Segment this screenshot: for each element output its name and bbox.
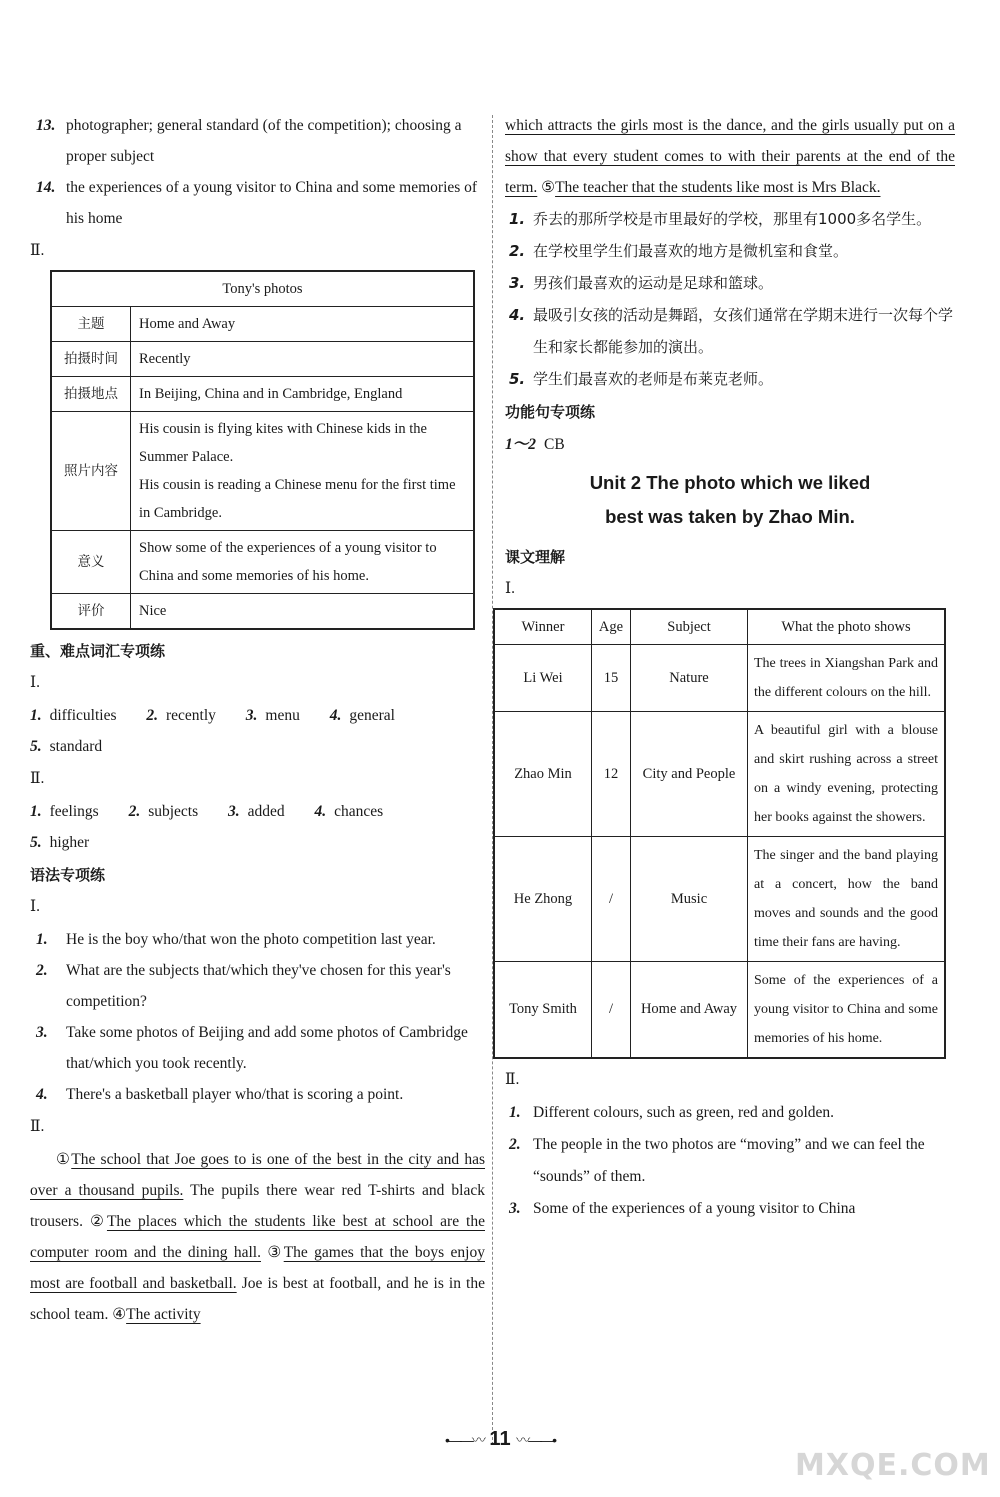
answer-word: difficulties: [49, 707, 117, 724]
underlined-sentence: The games that the boys enjoy most are football and basketball.: [30, 1244, 485, 1292]
table-row: [51, 342, 474, 377]
grammar-heading: 语法专项练: [30, 866, 106, 884]
section-label: Ⅱ.: [30, 770, 45, 787]
answer-word: general: [349, 707, 395, 724]
underlined-sentence: The school that Joe goes to is one of the best in the city and has over a thousand pupils.: [30, 1151, 486, 1199]
winner-cell: Tony Smith: [494, 962, 592, 1059]
winner-cell: Zhao Min: [494, 712, 592, 837]
answer-word: menu: [265, 707, 300, 724]
page-number: 11: [489, 1428, 511, 1450]
answer-number: 3.: [228, 803, 240, 820]
section-label: Ⅱ.: [505, 1071, 520, 1088]
underlined-sentence: The places which the students like best at school are the computer room and the dining hall.: [30, 1213, 485, 1261]
answer-text: Some of the experiences of a young visitor to China: [533, 1200, 856, 1217]
answer-number: 1.: [509, 1104, 521, 1121]
translation: [505, 363, 955, 395]
underlined-sentence: which attracts the girls most is the dance, and the girls usually put on a show that every student comes to with their parents at the end of the term.: [505, 117, 955, 196]
answer-number: 2.: [146, 707, 158, 724]
translation-text: 男孩们最喜欢的运动是足球和篮球。: [533, 274, 774, 292]
shows-cell: A beautiful girl with a blouse and skirt rushing across a street on a windy evening, protecting her books against the showers.: [748, 712, 946, 837]
watermark: MXQE.COM: [795, 1448, 991, 1483]
vocab-row: [30, 700, 485, 731]
answer-number: 5.: [30, 738, 42, 755]
tony-photos-table: [50, 270, 475, 630]
translation: [505, 267, 955, 299]
page-footer: [410, 1428, 590, 1451]
section-label: Ⅰ.: [505, 580, 515, 597]
age-cell: 15: [592, 645, 631, 712]
row-value-line: His cousin is reading a Chinese menu for the first time in Cambridge.: [139, 477, 456, 521]
underlined-sentence: The teacher that the students like most is Mrs Black.: [555, 179, 881, 196]
table-row: [51, 377, 474, 412]
left-column: [30, 110, 485, 1330]
row-value: Show some of the experiences of a young visitor to China and some memories of his home.: [131, 531, 475, 594]
function-answer: [505, 429, 955, 460]
translation-text: 最吸引女孩的活动是舞蹈，女孩们通常在学期末进行一次每个学生和家长都能参加的演出。: [533, 306, 954, 356]
footer-ornament-right: 〰——•: [516, 1432, 556, 1448]
answer-number: 4.: [329, 707, 342, 724]
answer-13: [30, 110, 485, 172]
table-row: [51, 307, 474, 342]
answer-text: There's a basketball player who/that is scoring a point.: [66, 1086, 404, 1103]
passage-text: Joe is best at football, and he is in the school team.: [30, 1275, 485, 1323]
table-header-row: [494, 609, 945, 645]
column-header: Age: [592, 609, 631, 645]
subject-cell: City and People: [631, 712, 748, 837]
footer-ornament-left: •——〰: [444, 1432, 484, 1448]
sentence-marker: ④: [112, 1306, 127, 1323]
answer-text: He is the boy who/that won the photo competition last year.: [66, 931, 436, 948]
sentence-marker: ③: [267, 1244, 284, 1261]
vocab-heading: 重、难点词汇专项练: [30, 642, 166, 660]
translation: [505, 299, 955, 363]
underlined-sentence: The activity: [126, 1306, 201, 1323]
column-header: Winner: [494, 609, 592, 645]
answer-number: 14.: [36, 179, 56, 196]
grammar-answer: [30, 955, 485, 1017]
age-cell: /: [592, 962, 631, 1059]
grammar-answer: [30, 924, 485, 955]
row-key: 照片内容: [51, 412, 131, 531]
answer-text: The people in the two photos are “moving” and we can feel the “sounds” of them.: [533, 1136, 925, 1185]
winner-cell: He Zhong: [494, 837, 592, 962]
section-label: Ⅱ.: [30, 1118, 45, 1135]
table-row: [51, 412, 474, 531]
row-value: In Beijing, China and in Cambridge, England: [131, 377, 475, 412]
answer-14: [30, 172, 485, 234]
comprehension-answer: [505, 1193, 955, 1225]
answer-number: 3.: [509, 274, 526, 292]
translation-text: 在学校里学生们最喜欢的地方是微机室和食堂。: [533, 242, 849, 260]
comprehension-heading: 课文理解: [505, 548, 566, 566]
vocab-row: [30, 731, 485, 762]
unit-title: [505, 466, 955, 534]
shows-cell: Some of the experiences of a young visitor to China and some memories of his home.: [748, 962, 946, 1059]
comprehension-answer: [505, 1097, 955, 1129]
column-header: What the photo shows: [748, 609, 946, 645]
answer-number: 1.: [36, 931, 48, 948]
answer-text: photographer; general standard (of the competition); choosing a proper subject: [66, 117, 462, 165]
passage-continued: [505, 110, 955, 203]
sentence-marker: ②: [89, 1213, 107, 1230]
function-heading: 功能句专项练: [505, 403, 596, 421]
passage: [30, 1144, 485, 1330]
answer-number: 2.: [509, 1136, 521, 1153]
row-key: 拍摄地点: [51, 377, 131, 412]
translation: [505, 203, 955, 235]
comprehension-answer: [505, 1129, 955, 1193]
answer-word: added: [247, 803, 285, 820]
sentence-marker: ①: [56, 1151, 72, 1168]
answer-number: 1.: [509, 210, 526, 228]
table-row: [494, 962, 945, 1059]
answer-number: 1.: [30, 803, 42, 820]
table-row: [494, 837, 945, 962]
answer-word: standard: [49, 738, 103, 755]
answer-text: Different colours, such as green, red and golden.: [533, 1104, 835, 1121]
table-row: [494, 645, 945, 712]
row-value: Recently: [131, 342, 475, 377]
answer-word: subjects: [148, 803, 199, 820]
row-key: 意义: [51, 531, 131, 594]
answer-number: 2.: [36, 962, 48, 979]
passage-text: The pupils there wear red T-shirts and black trousers.: [30, 1182, 485, 1230]
answer-number: 2.: [509, 242, 526, 260]
age-cell: 12: [592, 712, 631, 837]
translation-text: 学生们最喜欢的老师是布莱克老师。: [533, 370, 774, 388]
grammar-answer: [30, 1017, 485, 1079]
winners-table: [493, 608, 946, 1059]
subject-cell: Music: [631, 837, 748, 962]
subject-cell: Nature: [631, 645, 748, 712]
answer-number: 4.: [314, 803, 327, 820]
row-value-line: His cousin is flying kites with Chinese kids in the Summer Palace.: [139, 421, 427, 465]
answer-number: 4.: [509, 306, 526, 324]
answer-number: 5.: [509, 370, 526, 388]
shows-cell: The trees in Xiangshan Park and the different colours on the hill.: [748, 645, 946, 712]
grammar-answer: [30, 1079, 485, 1110]
answer-number: 3.: [509, 1200, 521, 1217]
answer-number: 1.: [30, 707, 42, 724]
answer-number: 5.: [30, 834, 42, 851]
table-caption: Tony's photos: [51, 271, 474, 307]
row-key: 拍摄时间: [51, 342, 131, 377]
translation-text: 乔去的那所学校是市里最好的学校，那里有1000多名学生。: [533, 210, 932, 228]
unit-title-line: Unit 2 The photo which we liked: [589, 472, 871, 493]
sentence-marker: ⑤: [541, 179, 556, 196]
row-key: 主题: [51, 307, 131, 342]
age-cell: /: [592, 837, 631, 962]
row-key: 评价: [51, 594, 131, 630]
answer-word: chances: [334, 803, 384, 820]
vocab-row: [30, 827, 485, 858]
answer-number: 13.: [36, 117, 56, 134]
row-value: Home and Away: [131, 307, 475, 342]
answer-text: Take some photos of Beijing and add some photos of Cambridge that/which you took recently.: [66, 1024, 468, 1072]
winner-cell: Li Wei: [494, 645, 592, 712]
answer-number: 3.: [245, 707, 258, 724]
answer-word: recently: [166, 707, 216, 724]
answer-number: 3.: [36, 1024, 48, 1041]
answer-number: 1～2: [505, 436, 537, 453]
translation: [505, 235, 955, 267]
right-column: [505, 110, 955, 1225]
section-label: Ⅰ.: [30, 674, 40, 691]
answer-word: higher: [49, 834, 90, 851]
shows-cell: The singer and the band playing at a concert, how the band moves and sounds and the good time their fans are having.: [748, 837, 946, 962]
vocab-row: [30, 796, 485, 827]
answer-number: 2.: [128, 803, 141, 820]
answer-word: CB: [544, 436, 565, 453]
answer-word: feelings: [49, 803, 99, 820]
answer-number: 4.: [36, 1086, 48, 1103]
table-row: [51, 531, 474, 594]
section-label: Ⅱ.: [30, 242, 45, 259]
answer-text: the experiences of a young visitor to China and some memories of his home: [66, 179, 478, 227]
subject-cell: Home and Away: [631, 962, 748, 1059]
row-value: [131, 412, 475, 531]
section-label: Ⅰ.: [30, 898, 40, 915]
row-value: Nice: [131, 594, 475, 630]
table-row: [494, 712, 945, 837]
answer-text: What are the subjects that/which they've chosen for this year's competition?: [66, 962, 451, 1010]
column-header: Subject: [631, 609, 748, 645]
unit-title-line: best was taken by Zhao Min.: [605, 506, 855, 527]
table-row: [51, 594, 474, 630]
